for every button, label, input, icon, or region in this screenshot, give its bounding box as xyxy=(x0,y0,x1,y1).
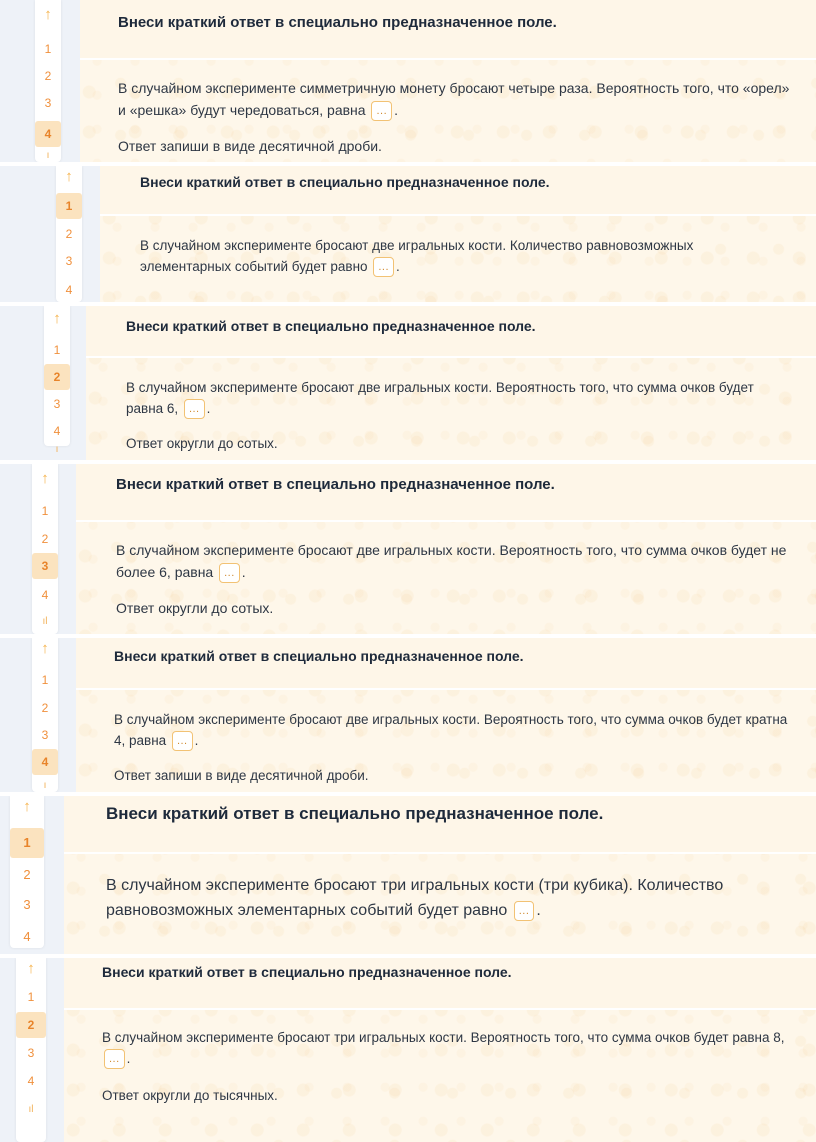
header-divider xyxy=(76,688,816,690)
chart-icon[interactable]: ı xyxy=(55,444,59,455)
task-text-end: . xyxy=(194,732,199,748)
task-title: Внеси краткий ответ в специально предназначенное поле. xyxy=(114,648,524,664)
header-divider xyxy=(80,58,816,60)
answer-input[interactable]: ... xyxy=(184,399,205,419)
task-text xyxy=(126,378,786,420)
task-navigator xyxy=(16,958,46,1142)
chart-icon[interactable]: ıl xyxy=(28,1104,34,1115)
answer-input[interactable]: ... xyxy=(371,101,392,121)
answer-input[interactable]: ... xyxy=(514,901,535,921)
header-divider xyxy=(100,214,816,216)
task-title: Внеси краткий ответ в специально предназначенное поле. xyxy=(118,14,557,31)
task-strip-4 xyxy=(0,464,816,634)
nav-item-2[interactable]: 2 xyxy=(44,364,70,390)
task-card xyxy=(64,958,816,1142)
arrow-up-icon[interactable]: ↑ xyxy=(41,640,49,657)
nav-item-3[interactable]: 3 xyxy=(44,96,52,110)
header-divider xyxy=(64,852,816,854)
nav-item-1[interactable]: 1 xyxy=(41,673,49,687)
task-text-content: В случайном эксперименте бросают три игральных кости (три кубика). Количество равновозможных элементарных событий будет равно xyxy=(106,877,724,919)
task-title: Внеси краткий ответ в специально предназначенное поле. xyxy=(126,318,536,334)
nav-item-1[interactable]: 1 xyxy=(27,990,35,1004)
nav-item-4[interactable]: 4 xyxy=(27,1074,35,1088)
task-text xyxy=(114,710,794,752)
arrow-up-icon[interactable]: ↑ xyxy=(23,798,31,815)
task-navigator xyxy=(32,638,58,792)
task-text-end: . xyxy=(206,400,211,416)
task-card xyxy=(86,306,816,460)
answer-note: Ответ запиши в виде десятичной дроби. xyxy=(114,768,369,783)
answer-note: Ответ округли до сотых. xyxy=(116,600,274,616)
nav-item-4[interactable]: 4 xyxy=(32,749,58,775)
answer-input[interactable]: ... xyxy=(373,257,394,277)
answer-input[interactable]: ... xyxy=(219,563,240,583)
nav-item-2[interactable]: 2 xyxy=(65,227,73,241)
arrow-up-icon[interactable]: ↑ xyxy=(65,168,73,185)
task-navigator xyxy=(32,464,58,634)
task-text-content: В случайном эксперименте бросают две игральных кости. Вероятность того, что сумма очков будет кратна 4, равна xyxy=(114,712,788,748)
task-text xyxy=(118,78,798,121)
nav-item-1[interactable]: 1 xyxy=(41,504,49,518)
task-text-end: . xyxy=(241,563,246,580)
arrow-up-icon[interactable]: ↑ xyxy=(53,310,61,327)
task-strip-1 xyxy=(0,0,816,162)
task-strip-5 xyxy=(0,638,816,792)
task-text-content: В случайном эксперименте симметричную монету бросают четыре раза. Вероятность того, что «орел» и «решка» будут чередоваться, равна xyxy=(118,80,790,118)
nav-item-3[interactable]: 3 xyxy=(41,728,49,742)
nav-item-3[interactable]: 3 xyxy=(32,553,58,579)
task-title: Внеси краткий ответ в специально предназначенное поле. xyxy=(140,174,550,190)
nav-item-4[interactable]: 4 xyxy=(41,588,49,602)
nav-item-2[interactable]: 2 xyxy=(16,1012,46,1038)
nav-item-4[interactable]: 4 xyxy=(53,424,61,438)
sidebar-background xyxy=(0,166,100,302)
task-navigator xyxy=(10,796,44,948)
nav-item-1[interactable]: 1 xyxy=(10,828,44,858)
task-title: Внеси краткий ответ в специально предназначенное поле. xyxy=(106,804,604,823)
task-title: Внеси краткий ответ в специально предназначенное поле. xyxy=(116,476,555,493)
task-text xyxy=(116,540,806,583)
nav-item-3[interactable]: 3 xyxy=(27,1046,35,1060)
task-card xyxy=(64,796,816,954)
answer-input[interactable]: ... xyxy=(104,1049,125,1069)
task-navigator xyxy=(56,166,82,302)
task-card xyxy=(100,166,816,302)
task-text-content: В случайном эксперименте бросают две игральных кости. Количество равновозможных элементарных событий будет равно xyxy=(140,238,694,274)
task-navigator xyxy=(35,0,61,162)
task-text-content: В случайном эксперименте бросают две игральных кости. Вероятность того, что сумма очков будет равна 6, xyxy=(126,380,754,416)
task-text-end: . xyxy=(394,101,399,118)
task-text-end: . xyxy=(126,1050,131,1066)
nav-item-1[interactable]: 1 xyxy=(44,42,52,56)
nav-item-1[interactable]: 1 xyxy=(53,343,61,357)
task-text xyxy=(102,1028,792,1070)
task-strip-6 xyxy=(0,796,816,954)
chart-icon[interactable]: ıl xyxy=(42,616,48,627)
answer-note: Ответ округли до тысячных. xyxy=(102,1088,278,1103)
nav-item-4[interactable]: 4 xyxy=(23,929,31,944)
task-strip-3 xyxy=(0,306,816,460)
arrow-up-icon[interactable]: ↑ xyxy=(44,6,52,23)
task-card xyxy=(76,464,816,634)
sidebar-background xyxy=(0,306,86,460)
task-text-content: В случайном эксперименте бросают две игральных кости. Вероятность того, что сумма очков будет не более 6, равна xyxy=(116,542,787,580)
chart-icon[interactable]: ı xyxy=(46,150,50,161)
header-divider xyxy=(86,356,816,358)
task-text-content: В случайном эксперименте бросают три игральных кости. Вероятность того, что сумма очков будет равна 8, xyxy=(102,1030,785,1045)
nav-item-3[interactable]: 3 xyxy=(65,254,73,268)
nav-item-4[interactable]: 4 xyxy=(65,283,73,297)
arrow-up-icon[interactable]: ↑ xyxy=(27,960,35,977)
nav-item-4[interactable]: 4 xyxy=(35,121,61,147)
header-divider xyxy=(76,520,816,522)
nav-item-2[interactable]: 2 xyxy=(41,701,49,715)
answer-note: Ответ округли до сотых. xyxy=(126,436,278,451)
nav-item-2[interactable]: 2 xyxy=(23,867,31,882)
task-text xyxy=(140,236,780,278)
header-divider xyxy=(64,1008,816,1010)
task-navigator xyxy=(44,306,70,455)
nav-item-3[interactable]: 3 xyxy=(23,897,31,912)
nav-item-2[interactable]: 2 xyxy=(41,532,49,546)
nav-item-3[interactable]: 3 xyxy=(53,397,61,411)
answer-input[interactable]: ... xyxy=(172,731,193,751)
task-strip-2 xyxy=(0,166,816,302)
task-card xyxy=(76,638,816,792)
task-strip-7 xyxy=(0,958,816,1142)
chart-icon[interactable]: ı xyxy=(43,780,47,791)
nav-item-1[interactable]: 1 xyxy=(56,193,82,219)
answer-note: Ответ запиши в виде десятичной дроби. xyxy=(118,138,382,154)
nav-item-2[interactable]: 2 xyxy=(44,69,52,83)
task-text-end: . xyxy=(536,901,541,919)
task-text-end: . xyxy=(396,258,400,274)
task-title: Внеси краткий ответ в специально предназначенное поле. xyxy=(102,964,512,980)
arrow-up-icon[interactable]: ↑ xyxy=(41,470,49,487)
task-text xyxy=(106,874,786,924)
task-card xyxy=(80,0,816,162)
